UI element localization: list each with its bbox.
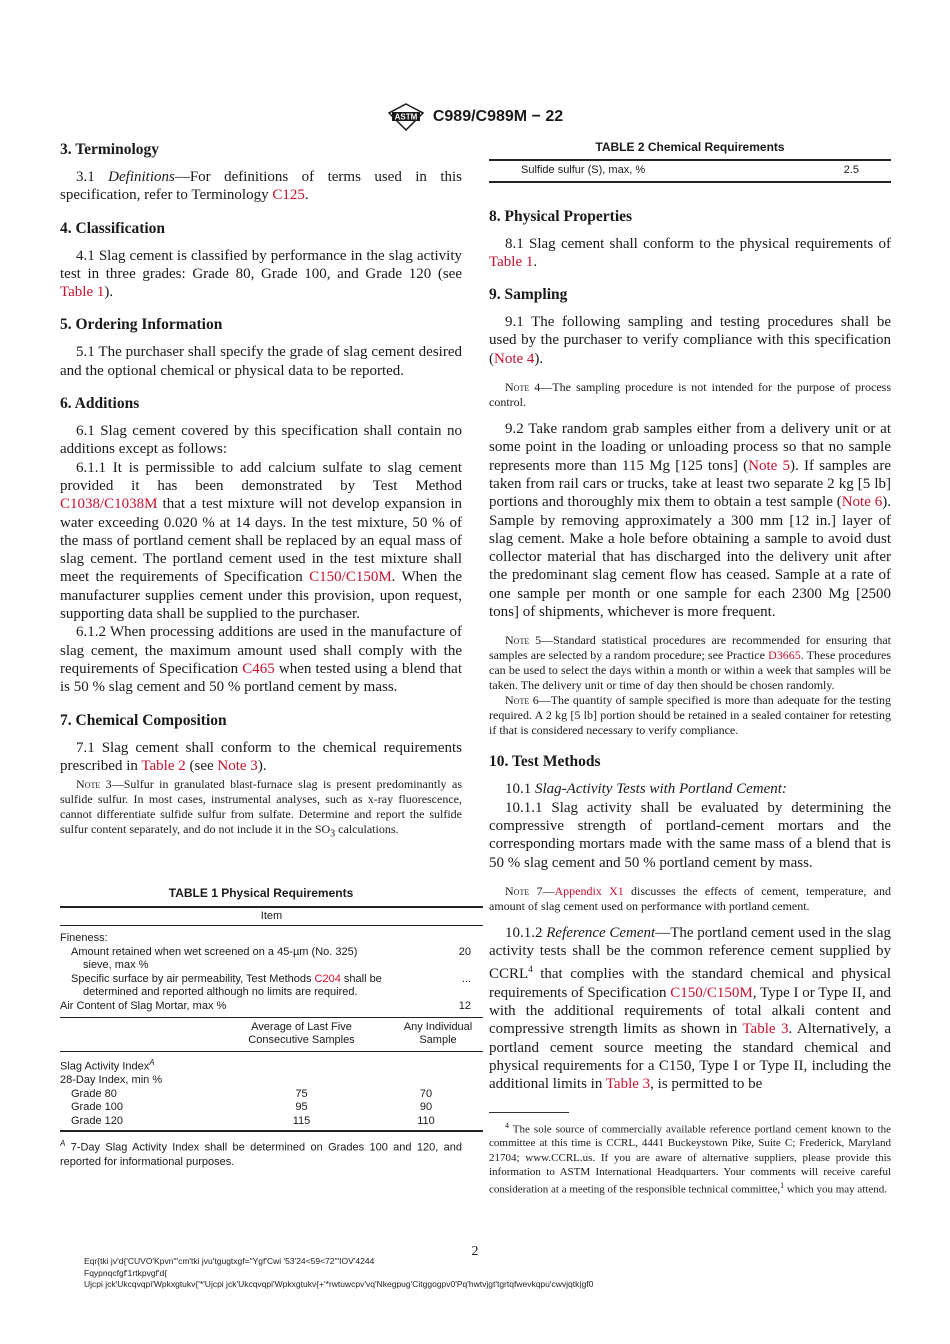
section-7-heading: 7. Chemical Composition [60, 711, 227, 729]
fineness-label: Fineness: [60, 932, 108, 945]
table-1-subheader-row [60, 1017, 483, 1051]
table-row [60, 1088, 483, 1102]
grade-label: Grade 100 [71, 1101, 123, 1114]
row-specific-surface-value: ... [461, 972, 471, 985]
table-row [60, 1115, 483, 1132]
table-row [489, 160, 891, 182]
note-7: Note 7—Appendix X1 discusses the effects of cement, temperature, and amount of slag cement used on performance with portland cement. [489, 883, 892, 913]
link-c150[interactable]: C150/C150M [670, 984, 753, 1001]
link-table-1[interactable]: Table 1 [489, 253, 534, 270]
grade-label: Grade 120 [60, 1115, 210, 1132]
link-note-6[interactable]: Note 6 [841, 494, 883, 511]
para-10-1-2: 10.1.2 Reference Cement—The portland cement used in the slag activity tests shall be the common reference cement supplied by CCRL$^4$ that complies with the standard chemical and physical requirements of Specification C150/C150M, Type I or Type II, and with the additional requirements of total alkali content and compressive strength limits as shown in Table 3. Alternatively, a portland cement source meeting the standard chemical and physical requirements for a C150, Type I or Type II, including the additional limits in Table 3, is permitted to be [489, 924, 892, 1093]
link-table-1[interactable]: Table 1 [60, 284, 105, 301]
para-6-1-1: 6.1.1 It is permissible to add calcium sulfate to slag cement provided it has been demonstrated by Test Method C1038/C1038M that a test mixture will not develop expansion in water exceeding 0.020 % at 14 days. In the test mixture, 50 % of the mass of portland cement shall be replaced by an equal mass of slag cement. The portland cement used in the test mixture shall meet the requirements of Specification C150/C150M. When the manufacturer supplies cement under this provision, upon request, supporting data shall be supplied to the purchaser. [60, 459, 462, 623]
astm-logo-icon [387, 103, 425, 131]
table-row [60, 1101, 483, 1115]
grade-avg-value: 95 [295, 1101, 308, 1114]
sulfide-sulfur-label: Sulfide sulfur (S), max, % [489, 160, 798, 182]
link-note-3[interactable]: Note 3 [217, 757, 258, 774]
page-number: 2 [471, 1244, 479, 1259]
table-row [60, 1000, 483, 1017]
section-4-heading: 4. Classification [60, 219, 166, 237]
row-specific-surface-label: Specific surface by air permeability, Test Methods C204 shall be determined and reported although no limits are required. [71, 972, 382, 999]
link-c465[interactable]: C465 [242, 660, 275, 677]
footnote-4: $^4$ The sole source of commercially available reference portland cement known to the committee at this time is CCRL, 4441 Buckeystown Pike, Suite C; Frederick, Maryland 21704; www.CCRL.us. If you are aware of alternative suppliers, please provide this information to ASTM International Headquarters. Your comments will receive careful consideration at a meeting of the responsible technical committee,$^1$ which you may attend. [489, 1120, 891, 1196]
logo-text: ASTM [394, 112, 418, 122]
para-5-1: 5.1 The purchaser shall specify the grade of slag cement desired and the optional chemical or physical data to be reported. [60, 344, 462, 379]
sulfide-sulfur-value: 2.5 [798, 160, 891, 182]
note-4: Note 4—The sampling procedure is not intended for the purpose of process control. [489, 380, 891, 410]
note-5: Note 5—Standard statistical procedures are recommended for ensuring that samples are selected by a random procedure; see Practice D3665. These procedures can be used to select the days within a month or within a week that samples will be taken. The delivery unit or time of day then should be chosen randomly. [489, 633, 892, 693]
section-3-heading: 3. Terminology [60, 141, 160, 158]
table-1-header-row [60, 907, 483, 926]
note-3: Note 3—Sulfur in granulated blast-furnace slag is present predominantly as sulfide sulfur. In most cases, instrumental analyses, such as x-ray fluorescence, cannot differentiate sulfide sulfur from sulfate. Determine and report the sulfide sulfur content separately, and do not include it in the $SO_3$ calculations. [60, 777, 462, 840]
link-table-2[interactable]: Table 2 [141, 757, 186, 774]
section-10-heading: 10. Test Methods [489, 753, 601, 771]
slag-activity-index-label: Slag Activity Index$^A$ [60, 1057, 155, 1073]
table-1 [60, 885, 473, 1170]
footer-line-1: Eqr{tki jv'd{'CUVO'Kpvn'"cm'tki jvu'tgugtxgf="Ygf'Cwi '53'24<59<72'"IOV'4244 [84, 1256, 375, 1266]
link-note-5[interactable]: Note 5 [748, 457, 791, 474]
grade-ind-value: 110 [393, 1115, 483, 1132]
table-2-title: TABLE 2 Chemical Requirements [595, 140, 785, 154]
footer-line-2: Fqypnqcfgf'1rtkpvgf'd{ [84, 1267, 168, 1278]
grade-label: Grade 80 [71, 1087, 117, 1100]
link-c1038[interactable]: C1038/C1038M [60, 496, 158, 513]
para-10-1-1: 10.1.1 Slag activity shall be evaluated by determining the compressive strength of portland-cement mortars and the corresponding mortars made with the same mass of a blend that is 50 % slag cement and 50 % portland cement by mass. [489, 799, 891, 871]
table-1-item-header: Item [60, 907, 483, 926]
link-c125[interactable]: C125 [272, 187, 305, 204]
para-8-1: 8.1 Slag cement shall conform to the physical requirements of Table 1. [489, 235, 891, 270]
footer-line-3: Ujcpi jck'Ukcqvqpi'Wpkxgtukv{'*'Ujcpi jck'Ukcqvqpi'Wpkxgtukv{+'*rwtuwcpv'vq'Nkegpug'Citggogpv0'Pq'hwtvjgt'tgrtqfwevkqpu'cwvjqtk|gf0 [84, 1279, 594, 1289]
grade-avg-value: 75 [295, 1087, 308, 1100]
row-retained-value: 20 [458, 945, 471, 958]
para-6-1: 6.1 Slag cement covered by this specification shall contain no additions except as follows: [60, 423, 462, 458]
para-3-1: 3.1 Definitions—For definitions of terms used in this specification, refer to Terminology C125. [60, 169, 463, 204]
link-c150[interactable]: C150/C150M [309, 569, 392, 586]
section-5-heading: 5. Ordering Information [60, 316, 223, 334]
grade-ind-value: 70 [419, 1087, 433, 1100]
section-6-heading: 6. Additions [60, 395, 140, 413]
col-average-header: Average of Last Five Consecutive Samples [248, 1020, 355, 1047]
table-2 [489, 140, 891, 183]
table-row [60, 946, 483, 973]
link-table-3[interactable]: Table 3 [605, 1076, 651, 1093]
link-appendix-x1[interactable]: Appendix X1 [554, 883, 624, 898]
para-6-1-2: 6.1.2 When processing additions are used in the manufacture of slag cement, the maximum amount used shall comply with the requirements of Specification C465 when tested using a blend that is 50 % slag cement and 50 % portland cement by mass. [60, 624, 462, 696]
para-9-1: 9.1 The following sampling and testing procedures shall be used by the purchaser to verify compliance with this specification (Note 4). [489, 314, 891, 367]
section-8-heading: 8. Physical Properties [489, 207, 633, 225]
para-9-2: 9.2 Take random grab samples either from a delivery unit or at some point in the loading or unloading process so that no sample represents more than 115 Mg [125 tons] (Note 5). If samples are taken from rail cars or trucks, take at least two separate 2 kg [5 lb] portions and thoroughly mix them to obtain a test sample (Note 6). Sample by removing approximately a 300 mm [12 in.] layer of slag cement. Make a hole before obtaining a sample to avoid dust collector material that has discharged into the delivery unit after the predominant slag cement flow has ceased. Sample at a rate of one sample per month or one sample for each 2300 Mg [2500 tons] of shipments, whichever is more frequent. [489, 421, 891, 621]
right-column [489, 140, 891, 1197]
section-9-heading: 9. Sampling [489, 286, 568, 304]
col-individual-header: Any Individual Sample [403, 1020, 473, 1047]
footnote-divider [489, 1112, 569, 1113]
table-1-title: TABLE 1 Physical Requirements [168, 885, 354, 900]
grade-ind-value: 90 [419, 1101, 433, 1114]
left-column [60, 140, 473, 1169]
table-1-footnote: $^A$ 7-Day Slag Activity Index shall be determined on Grades 100 and 120, and reported for informational purposes. [60, 1139, 462, 1169]
row-air-content-value: 12 [458, 1000, 471, 1013]
document-designation: C989/C989M − 22 [432, 108, 564, 125]
day-index-label: 28-Day Index, min % [60, 1074, 163, 1087]
page-header [0, 103, 950, 131]
para-4-1: 4.1 Slag cement is classified by performance in the slag activity test in three grades: Grade 80, Grade 100, and Grade 120 (see Table 1). [60, 247, 462, 301]
link-d3665[interactable]: D3665 [768, 648, 801, 663]
para-7-1: 7.1 Slag cement shall conform to the chemical requirements prescribed in Table 2 (see Note 3). [60, 739, 462, 774]
copyright-footer [84, 1256, 904, 1291]
table-row [60, 973, 483, 1000]
grade-avg-value: 115 [210, 1115, 393, 1132]
note-6: Note 6—The quantity of sample specified is more than adequate for the testing required. A 2 kg [5 lb] portion should be retained in a sealed container for retesting if that is considered necessary to verify compliance. [489, 693, 891, 738]
link-c204[interactable]: C204 [314, 972, 341, 985]
row-retained-label: Amount retained when wet screened on a 45-µm (No. 325) sieve, max % [71, 945, 358, 972]
para-10-1: 10.1 Slag-Activity Tests with Portland Cement: [505, 781, 787, 798]
link-table-3[interactable]: Table 3 [742, 1021, 789, 1038]
link-note-4[interactable]: Note 4 [494, 350, 535, 367]
row-air-content-label: Air Content of Slag Mortar, max % [60, 1000, 227, 1013]
